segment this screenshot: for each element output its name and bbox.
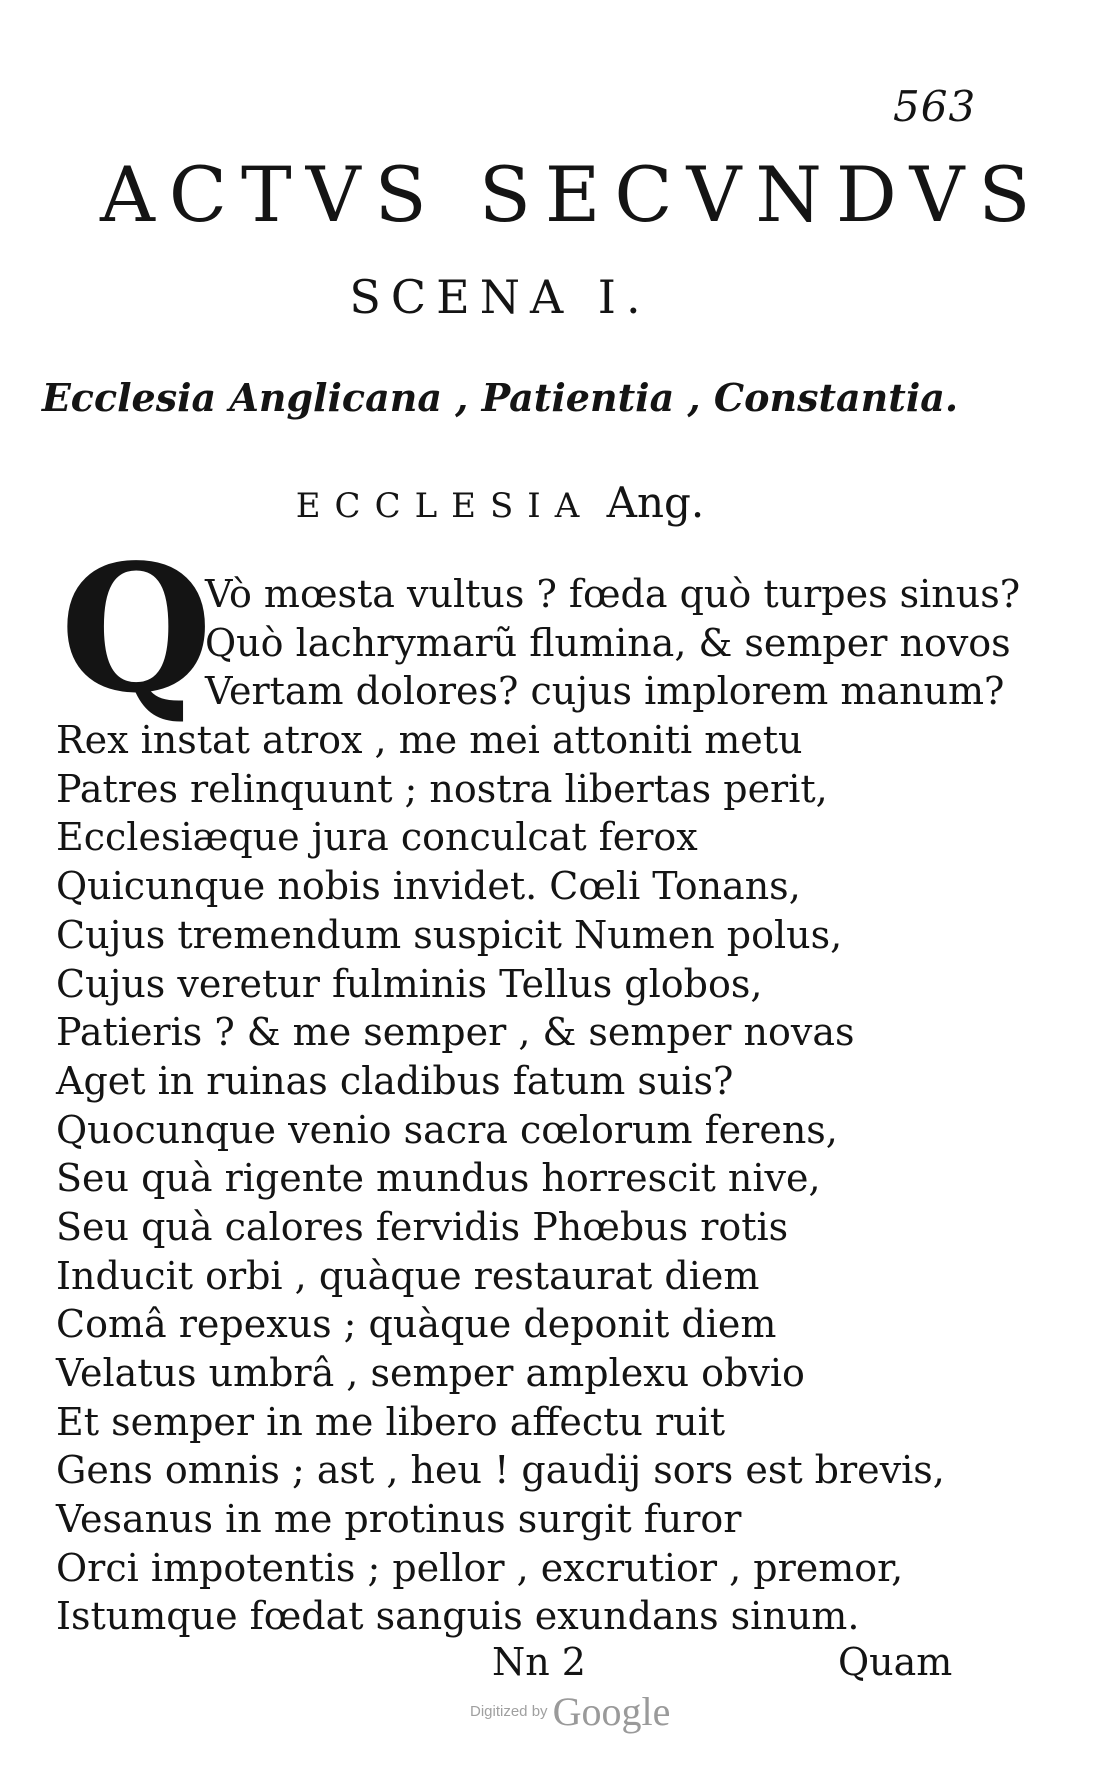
verse-line: Velatus umbrâ , semper amplexu obvio — [56, 1351, 805, 1395]
verse-line: Comâ repexus ; quàque deponit diem — [56, 1302, 777, 1347]
verse-line: Aget in ruinas cladibus fatum suis? — [56, 1058, 734, 1103]
signature-mark: Nn 2 — [492, 1640, 586, 1684]
speaker-name: ECCLESIA — [295, 486, 594, 526]
verse-line: Ecclesiæque jura conculcat ferox — [56, 815, 698, 860]
scene-title: SCENA I. — [349, 270, 651, 324]
watermark-prefix: Digitized by — [470, 1703, 548, 1720]
verse-line: Et semper in me libero affectu ruit — [56, 1399, 726, 1444]
verse-line: Istumque fœdat sanguis exundans sinum. — [56, 1594, 860, 1639]
speaker-suffix: Ang. — [606, 478, 705, 527]
verse-line: Vesanus in me protinus surgit furor — [56, 1497, 742, 1542]
verse-line: Patieris ? & me semper , & semper novas — [56, 1010, 855, 1055]
drop-cap: Q — [60, 527, 213, 732]
verse-line: Orci impotentis ; pellor , excrutior , premor, — [56, 1545, 904, 1590]
digitized-watermark — [470, 1688, 670, 1735]
verse-line: Cujus tremendum suspicit Numen polus, — [56, 912, 843, 957]
verse-line: Rex instat atrox , me mei attoniti metu — [56, 718, 803, 763]
watermark-brand: Google — [552, 1689, 671, 1734]
characters-list: Ecclesia Anglicana , Patientia , Constantia. — [41, 375, 959, 420]
speaker-heading — [0, 478, 1000, 527]
verse-line: Quò lachrymarũ flumina, & semper novos — [205, 620, 1011, 665]
verse-line: Cujus veretur fulminis Tellus globos, — [56, 961, 763, 1006]
verse-line: Vertam dolores? cujus implorem manum? — [205, 669, 1005, 714]
verse-line: Quocunque venio sacra cœlorum ferens, — [56, 1107, 838, 1152]
verse-line: Quicunque nobis invidet. Cœli Tonans, — [56, 864, 801, 909]
catchword: Quam — [838, 1640, 953, 1684]
verse-text — [0, 570, 1021, 1641]
act-title: ACTVS SECVNDVS — [100, 150, 1045, 239]
verse-line: Inducit orbi , quàque restaurat diem — [56, 1253, 760, 1298]
verse-line: Patres relinquunt ; nostra libertas perit, — [56, 766, 828, 811]
page-number: 563 — [893, 82, 977, 131]
verse-line: Vò mœsta vultus ? fœda quò turpes sinus? — [205, 572, 1021, 616]
verse-line: Seu quà calores fervidis Phœbus rotis — [56, 1204, 789, 1249]
verse-line: Gens omnis ; ast , heu ! gaudij sors est brevis, — [56, 1448, 945, 1493]
verse-line: Seu quà rigente mundus horrescit nive, — [56, 1156, 821, 1201]
